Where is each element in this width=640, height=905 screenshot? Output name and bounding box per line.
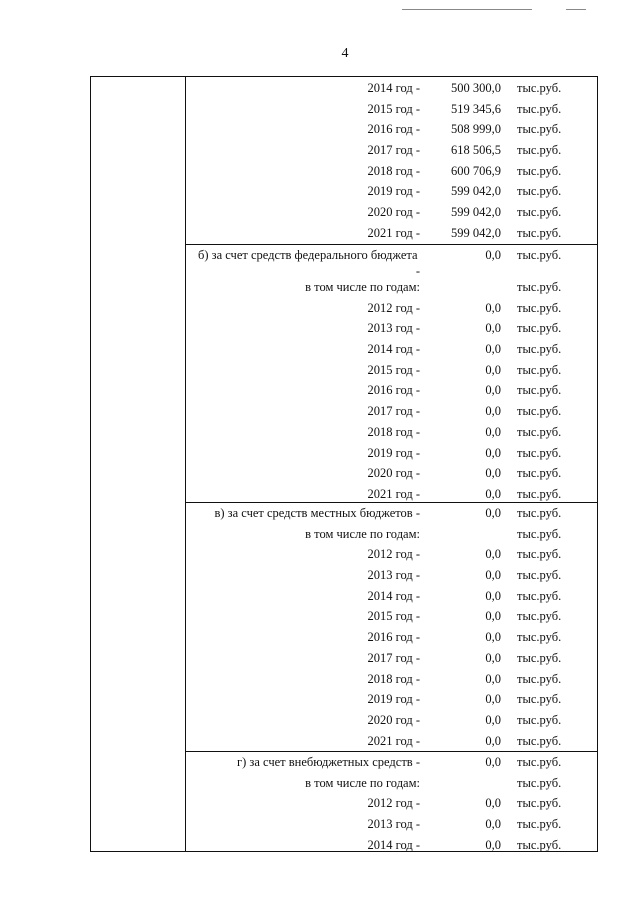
year-value: 599 042,0 [451,184,501,199]
year-row [186,223,597,244]
year-value: 500 300,0 [451,81,501,95]
year-label: 2015 год - [367,362,420,377]
year-label: 2018 год - [367,163,420,178]
year-row [186,669,597,690]
section-federal [186,245,597,503]
unit-label: тыс.руб. [517,588,562,603]
year-row [186,298,597,319]
year-label: 2014 год - [367,81,420,95]
year-row [186,835,597,856]
year-label: 2017 год - [367,143,420,158]
year-label: 2016 год - [367,630,420,645]
title-dash: - [415,264,420,278]
unit-label: тыс.руб. [517,775,562,790]
year-row [186,181,597,202]
year-value: 0,0 [485,424,501,439]
year-value: 519 345,6 [451,101,501,116]
scan-artifact-line [402,9,532,10]
unit-label: тыс.руб. [517,122,562,137]
unit-label: тыс.руб. [517,692,562,707]
by-years-label: в том числе по годам: [305,526,420,541]
unit-label: тыс.руб. [517,547,562,562]
unit-label: тыс.руб. [517,205,562,220]
unit-label: тыс.руб. [517,225,562,240]
unit-label: тыс.руб. [517,712,562,727]
year-row [186,463,597,484]
year-label: 2012 год - [367,796,420,811]
year-label: 2014 год - [367,588,420,603]
section-total: 0,0 [485,248,501,262]
section-title: г) за счет внебюджетных средств - [237,755,420,769]
year-label: 2015 год - [367,609,420,624]
year-value: 0,0 [485,837,501,852]
year-value: 0,0 [485,547,501,562]
year-value: 599 042,0 [451,205,501,220]
year-label: 2014 год - [367,342,420,357]
scan-artifact-line [566,9,586,10]
year-row [186,380,597,401]
section-local [186,503,597,752]
year-value: 0,0 [485,692,501,707]
section-title: в) за счет средств местных бюджетов - [214,506,420,520]
year-value: 0,0 [485,568,501,583]
unit-label: тыс.руб. [517,671,562,686]
year-label: 2013 год - [367,817,420,832]
unit-label: тыс.руб. [517,755,562,769]
year-value: 0,0 [485,650,501,665]
year-row [186,814,597,835]
year-value: 0,0 [485,588,501,603]
year-label: 2014 год - [367,837,420,852]
year-value: 0,0 [485,609,501,624]
title-dash-row [186,265,597,277]
year-label: 2021 год - [367,486,420,501]
unit-label: тыс.руб. [517,837,562,852]
year-row [186,731,597,752]
unit-label: тыс.руб. [517,630,562,645]
section-total: 0,0 [485,755,501,769]
unit-label: тыс.руб. [517,280,562,294]
year-value: 0,0 [485,817,501,832]
unit-label: тыс.руб. [517,445,562,460]
unit-label: тыс.руб. [517,486,562,501]
year-value: 0,0 [485,342,501,357]
year-label: 2020 год - [367,205,420,220]
section-total: 0,0 [485,506,501,520]
unit-label: тыс.руб. [517,733,562,748]
unit-label: тыс.руб. [517,342,562,357]
by-years-row [186,773,597,794]
unit-label: тыс.руб. [517,300,562,315]
year-label: 2020 год - [367,712,420,727]
year-label: 2019 год - [367,184,420,199]
unit-label: тыс.руб. [517,101,562,116]
unit-label: тыс.руб. [517,321,562,336]
unit-label: тыс.руб. [517,81,562,95]
year-row [186,484,597,505]
year-value: 0,0 [485,466,501,481]
unit-label: тыс.руб. [517,163,562,178]
unit-label: тыс.руб. [517,248,562,262]
year-row [186,606,597,627]
year-label: 2019 год - [367,445,420,460]
year-row [186,443,597,464]
year-value: 0,0 [485,486,501,501]
year-value: 0,0 [485,300,501,315]
year-label: 2017 год - [367,404,420,419]
unit-label: тыс.руб. [517,650,562,665]
by-years-label: в том числе по годам: [305,280,420,294]
budget-table [90,76,598,852]
unit-label: тыс.руб. [517,362,562,377]
unit-label: тыс.руб. [517,404,562,419]
section-extrabudgetary [186,752,597,855]
year-row [186,422,597,443]
table-right-column [186,77,597,851]
section-regional [186,77,597,245]
year-row [186,689,597,710]
unit-label: тыс.руб. [517,817,562,832]
page-number: 4 [341,46,349,61]
section-title-row [186,245,597,265]
year-label: 2016 год - [367,122,420,137]
table-left-column [91,77,186,851]
year-row [186,360,597,381]
year-label: 2015 год - [367,101,420,116]
year-row [186,648,597,669]
year-value: 599 042,0 [451,225,501,240]
year-value: 600 706,9 [451,163,501,178]
unit-label: тыс.руб. [517,609,562,624]
year-label: 2019 год - [367,692,420,707]
year-value: 0,0 [485,383,501,398]
year-row [186,401,597,422]
year-row [186,710,597,731]
year-label: 2016 год - [367,383,420,398]
year-value: 0,0 [485,445,501,460]
year-label: 2017 год - [367,650,420,665]
year-row [186,99,597,120]
by-years-label: в том числе по годам: [305,775,420,790]
unit-label: тыс.руб. [517,506,562,520]
year-row [186,78,597,99]
year-value: 618 506,5 [451,143,501,158]
year-value: 0,0 [485,630,501,645]
year-row [186,586,597,607]
year-row [186,544,597,565]
year-row [186,119,597,140]
unit-label: тыс.руб. [517,466,562,481]
year-row [186,202,597,223]
year-row [186,161,597,182]
year-label: 2018 год - [367,671,420,686]
year-label: 2020 год - [367,466,420,481]
unit-label: тыс.руб. [517,143,562,158]
unit-label: тыс.руб. [517,184,562,199]
by-years-row [186,277,597,298]
section-title: б) за счет средств федерального бюджета [198,248,418,262]
by-years-row [186,524,597,545]
year-value: 0,0 [485,712,501,727]
unit-label: тыс.руб. [517,568,562,583]
year-value: 0,0 [485,796,501,811]
unit-label: тыс.руб. [517,796,562,811]
year-row [186,318,597,339]
year-label: 2012 год - [367,300,420,315]
year-label: 2012 год - [367,547,420,562]
year-value: 508 999,0 [451,122,501,137]
unit-label: тыс.руб. [517,526,562,541]
section-title-row [186,503,597,524]
year-label: 2021 год - [367,225,420,240]
year-value: 0,0 [485,362,501,377]
year-value: 0,0 [485,321,501,336]
year-value: 0,0 [485,733,501,748]
year-label: 2018 год - [367,424,420,439]
year-label: 2013 год - [367,568,420,583]
unit-label: тыс.руб. [517,383,562,398]
section-title-row [186,752,597,773]
year-label: 2021 год - [367,733,420,748]
year-row [186,140,597,161]
year-value: 0,0 [485,404,501,419]
year-row [186,565,597,586]
year-row [186,339,597,360]
year-row [186,793,597,814]
year-row [186,627,597,648]
year-value: 0,0 [485,671,501,686]
unit-label: тыс.руб. [517,424,562,439]
year-label: 2013 год - [367,321,420,336]
